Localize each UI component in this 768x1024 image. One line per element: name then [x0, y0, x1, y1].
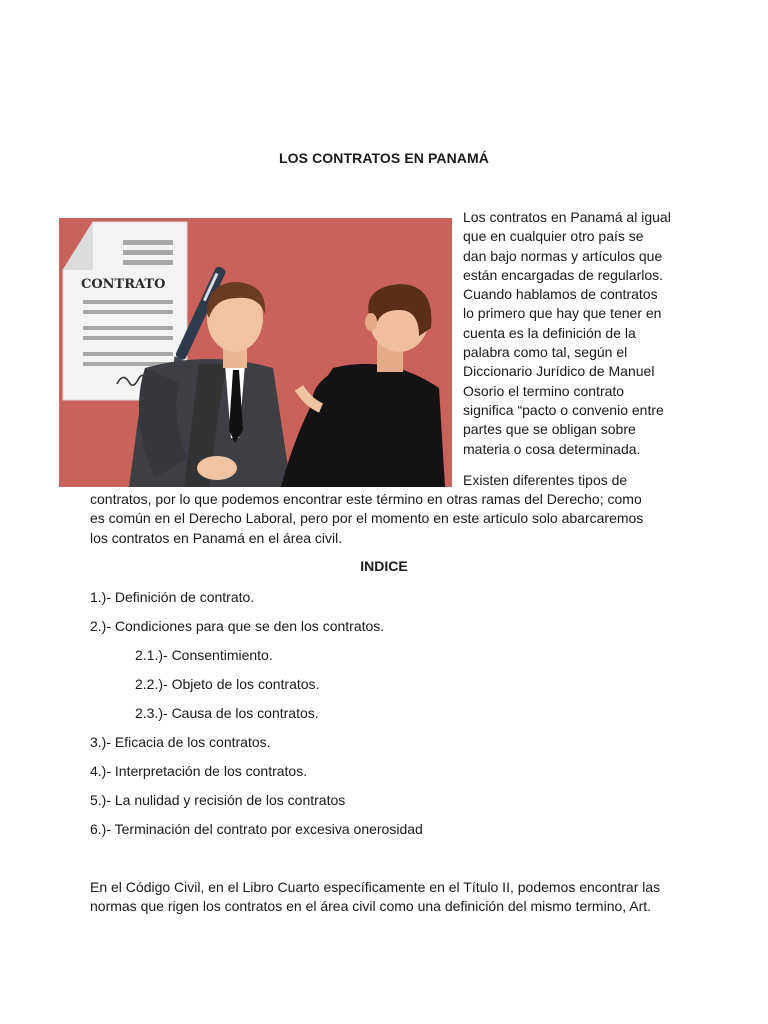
contract-illustration [59, 218, 452, 487]
intro-line: materia o cosa determinada. [463, 440, 641, 457]
index-title: INDICE [360, 558, 408, 574]
index-item: 6.)- Terminación del contrato por excesiva onerosidad [90, 821, 423, 837]
intro-line: Cuando hablamos de contratos [463, 286, 658, 303]
intro-line: dan bajo normas y artículos que [463, 247, 663, 264]
index-subitem: 2.1.)- Consentimiento. [135, 647, 273, 663]
intro-line: cuenta es la definición de la [463, 324, 636, 341]
intro-line: que en cualquier otro país se [463, 228, 644, 245]
intro-full-line: es común en el Derecho Laboral, pero por el momento en este articulo solo abarcaremos [90, 510, 644, 527]
page-title: LOS CONTRATOS EN PANAMÁ [279, 150, 489, 166]
intro-line: están encargadas de regularlos. [463, 266, 664, 283]
intro-line: palabra como tal, según el [463, 344, 628, 361]
index-subitem: 2.2.)- Objeto de los contratos. [135, 676, 320, 692]
index-subitem: 2.3.)- Causa de los contratos. [135, 705, 319, 721]
intro-line: partes que se obligan sobre [463, 421, 636, 438]
index-item: 2.)- Condiciones para que se den los contratos. [90, 618, 385, 634]
intro-line: lo primero que hay que tener en [463, 305, 662, 322]
body-line: En el Código Civil, en el Libro Cuarto específicamente en el Título II, podemos encontrar las [90, 879, 661, 895]
intro-line: Osorio el termino contrato [463, 382, 625, 399]
body-paragraph [90, 878, 690, 917]
body-line: normas que rigen los contratos en el área civil como una definición del mismo termino, Art. [90, 898, 652, 915]
intro-paragraph-full [90, 490, 690, 548]
intro-line: Los contratos en Panamá al igual [463, 209, 671, 225]
intro-line: significa “pacto o convenio entre [463, 401, 664, 418]
index-item: 5.)- La nulidad y recisión de los contratos [90, 792, 346, 808]
index-item: 4.)- Interpretación de los contratos. [90, 763, 308, 779]
intro-continuation: Existen diferentes tipos de [463, 472, 628, 488]
intro-full-line: los contratos en Panamá en el área civil. [90, 529, 343, 546]
index-item: 1.)- Definición de contrato. [90, 589, 255, 605]
contract-label: CONTRATO [81, 277, 166, 292]
intro-paragraph-right [463, 208, 685, 459]
intro-full-line: contratos, por lo que podemos encontrar este término en otras ramas del Derecho; como [90, 491, 642, 507]
index-item: 3.)- Eficacia de los contratos. [90, 734, 271, 750]
intro-line: Diccionario Jurídico de Manuel [463, 363, 655, 380]
